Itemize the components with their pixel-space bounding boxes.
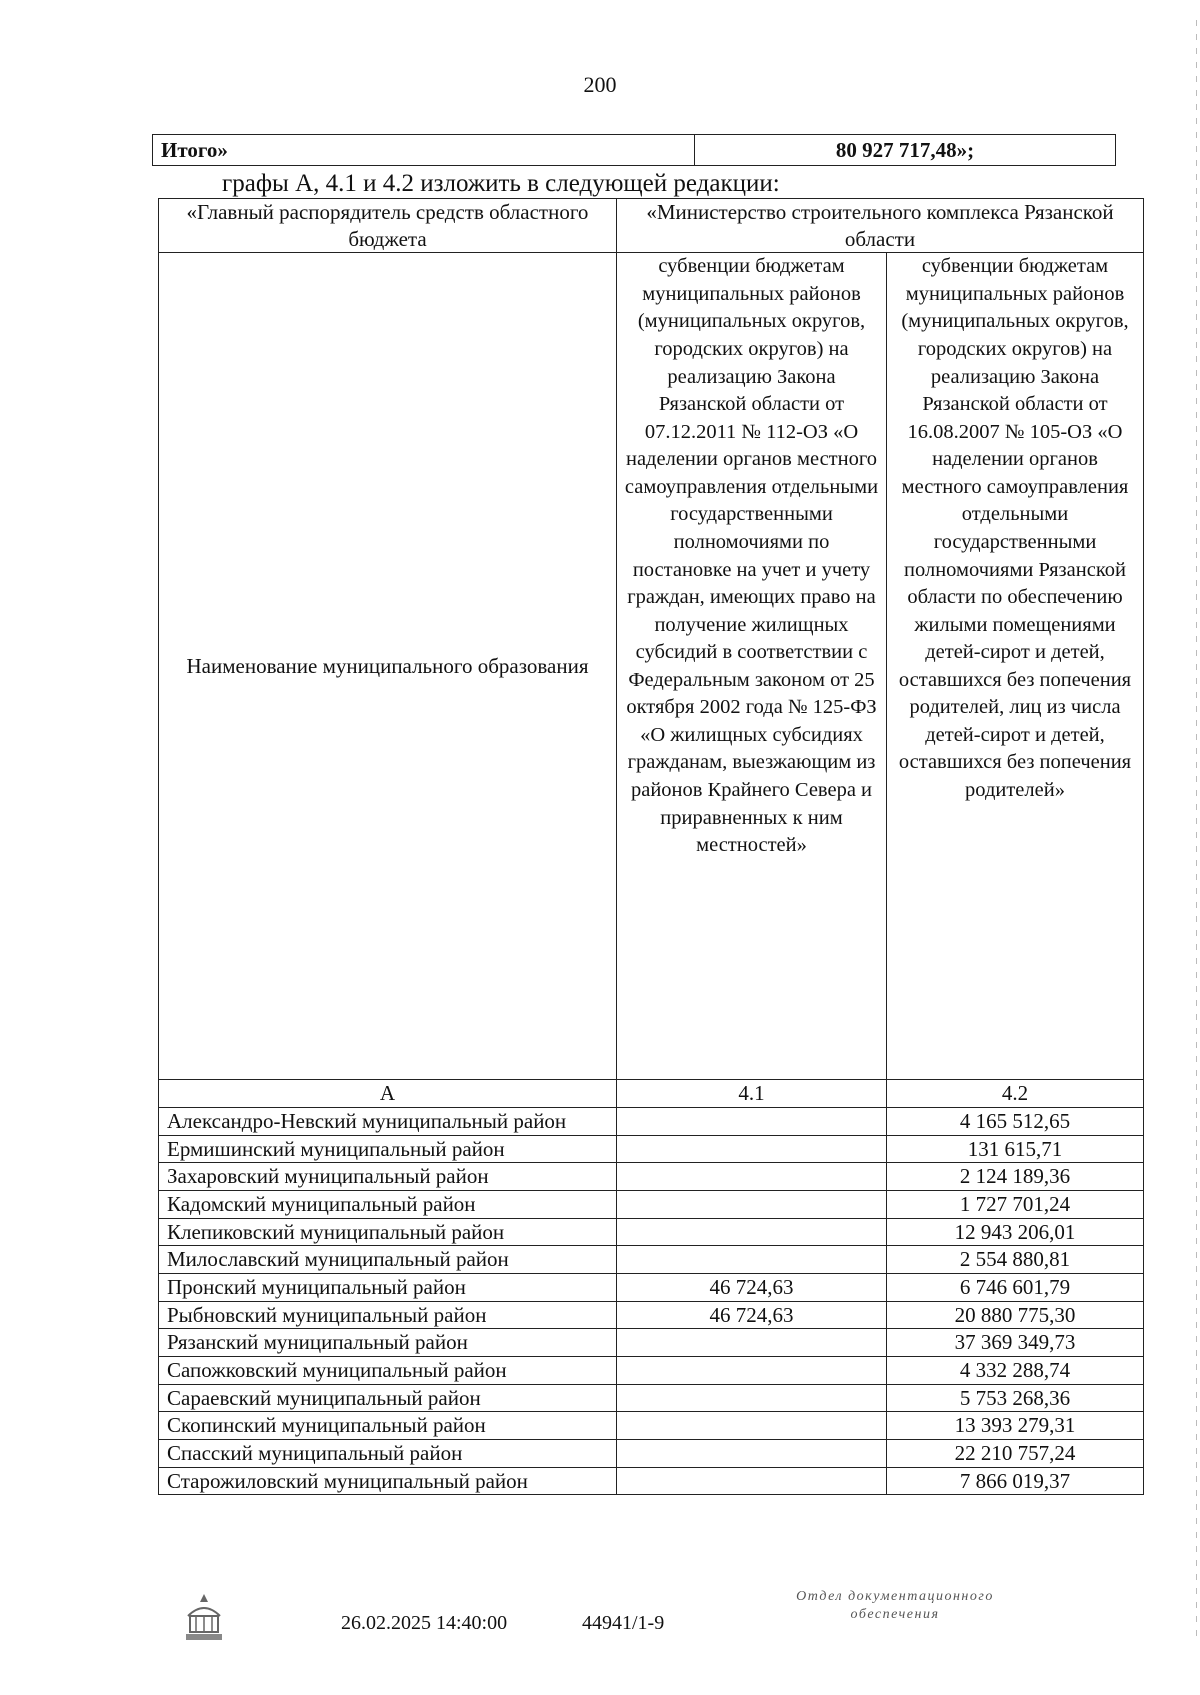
value-4-2: 5 753 268,36	[887, 1384, 1144, 1412]
table-row	[159, 1135, 1144, 1163]
value-4-1: 46 724,63	[617, 1301, 887, 1329]
value-4-1	[617, 1467, 887, 1495]
table-row	[159, 1246, 1144, 1274]
district-name: Спасский муниципальный район	[159, 1439, 617, 1467]
district-name: Клепиковский муниципальный район	[159, 1218, 617, 1246]
district-name: Кадомский муниципальный район	[159, 1190, 617, 1218]
table-body	[159, 1107, 1144, 1494]
value-4-1	[617, 1163, 887, 1191]
value-4-2: 20 880 775,30	[887, 1301, 1144, 1329]
table-row	[159, 1412, 1144, 1440]
intro-text: графы А, 4.1 и 4.2 изложить в следующей редакции:	[222, 170, 780, 197]
table-row	[159, 1467, 1144, 1495]
value-4-2: 131 615,71	[887, 1135, 1144, 1163]
district-name: Сапожковский муниципальный район	[159, 1356, 617, 1384]
district-name: Скопинский муниципальный район	[159, 1412, 617, 1440]
table-row	[159, 1190, 1144, 1218]
value-4-1	[617, 1412, 887, 1440]
total-value: 80 927 717,48»;	[695, 135, 1116, 166]
value-4-1	[617, 1246, 887, 1274]
value-4-2: 2 554 880,81	[887, 1246, 1144, 1274]
value-4-2: 2 124 189,36	[887, 1163, 1144, 1191]
district-name: Старожиловский муниципальный район	[159, 1467, 617, 1495]
district-name: Пронский муниципальный район	[159, 1273, 617, 1301]
subventions-table	[158, 198, 1144, 1495]
value-4-1: 46 724,63	[617, 1273, 887, 1301]
total-label: Итого»	[153, 135, 695, 166]
district-name: Милославский муниципальный район	[159, 1246, 617, 1274]
col-4-2-description: субвенции бюджетам муниципальных районов (муниципальных округов, городских округов) на реализацию Закона Рязанской области от 16.08.2007 № 105-ОЗ «О наделении органов местного самоуправления отдельными государственными полномочиями Рязанской области по обеспечению жилыми помещениями детей-сирот и детей, оставшихся без попечения родителей, лиц из числа детей-сирот и детей, оставшихся без попечения родителей»	[887, 253, 1144, 1080]
value-4-1	[617, 1439, 887, 1467]
district-name: Захаровский муниципальный район	[159, 1163, 617, 1191]
name-column-header: Наименование муниципального образования	[159, 253, 617, 1080]
value-4-1	[617, 1218, 887, 1246]
value-4-1	[617, 1135, 887, 1163]
district-name: Рязанский муниципальный район	[159, 1329, 617, 1357]
district-name: Рыбновский муниципальный район	[159, 1301, 617, 1329]
table-row	[159, 1384, 1144, 1412]
value-4-2: 7 866 019,37	[887, 1467, 1144, 1495]
value-4-2: 13 393 279,31	[887, 1412, 1144, 1440]
district-name: Сараевский муниципальный район	[159, 1384, 617, 1412]
value-4-1	[617, 1356, 887, 1384]
value-4-2: 4 332 288,74	[887, 1356, 1144, 1384]
distributor-label: «Главный распорядитель средств областного бюджета	[159, 199, 617, 253]
col-code-a: А	[159, 1080, 617, 1108]
district-name: Александро-Невский муниципальный район	[159, 1107, 617, 1135]
total-table	[152, 134, 1116, 166]
emblem-logo-icon	[180, 1592, 228, 1644]
page-number: 200	[583, 72, 617, 97]
table-row	[159, 1356, 1144, 1384]
table-row	[159, 1107, 1144, 1135]
col-4-1-description: субвенции бюджетам муниципальных районов (муниципальных округов, городских округов) на реализацию Закона Рязанской области от 07.12.2011 № 112-ОЗ «О наделении органов местного самоуправления отдельными государственными полномочиями по постановке на учет и учету граждан, имеющих право на получение жилищных субсидий в соответствии с Федеральным законом от 25 октября 2002 года № 125-ФЗ «О жилищных субсидиях гражданам, выезжающим из районов Крайнего Севера и приравненных к ним местностей»	[617, 253, 887, 1080]
value-4-2: 1 727 701,24	[887, 1190, 1144, 1218]
district-name: Ермишинский муниципальный район	[159, 1135, 617, 1163]
value-4-1	[617, 1384, 887, 1412]
table-row	[159, 1273, 1144, 1301]
department-stamp: Отдел документационного обеспечения	[796, 1589, 994, 1622]
table-row	[159, 1218, 1144, 1246]
col-code-4-1: 4.1	[617, 1080, 887, 1108]
ministry-name: «Министерство строительного комплекса Рязанской области	[617, 199, 1144, 253]
scan-edge-line	[1196, 20, 1197, 1640]
value-4-2: 6 746 601,79	[887, 1273, 1144, 1301]
table-row	[159, 1329, 1144, 1357]
value-4-2: 12 943 206,01	[887, 1218, 1144, 1246]
value-4-1	[617, 1329, 887, 1357]
value-4-1	[617, 1190, 887, 1218]
table-row	[159, 1163, 1144, 1191]
value-4-2: 4 165 512,65	[887, 1107, 1144, 1135]
table-row	[159, 1439, 1144, 1467]
value-4-2: 37 369 349,73	[887, 1329, 1144, 1357]
value-4-2: 22 210 757,24	[887, 1439, 1144, 1467]
footer-doc-number: 44941/1-9	[582, 1612, 665, 1634]
value-4-1	[617, 1107, 887, 1135]
footer-datetime: 26.02.2025 14:40:00	[341, 1612, 508, 1634]
col-code-4-2: 4.2	[887, 1080, 1144, 1108]
table-row	[159, 1301, 1144, 1329]
